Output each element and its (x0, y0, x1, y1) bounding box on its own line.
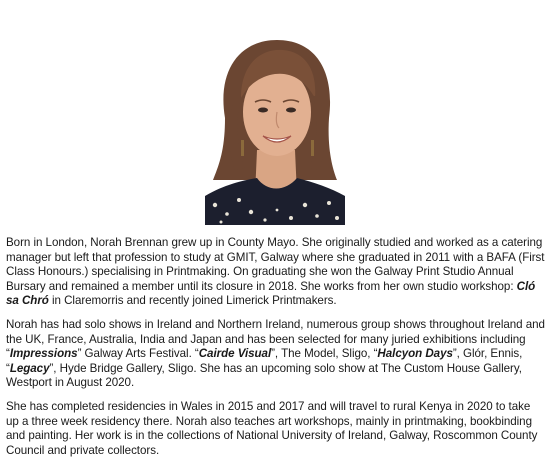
bio-p2-b: ” Galway Arts Festival. “ (77, 347, 199, 361)
bio-p1-end: in Claremorris and recently joined Limerick Printmakers. (48, 294, 337, 308)
portrait-illustration (205, 0, 345, 225)
bio-p2-e: ”, Hyde Bridge Gallery, Sligo. She has an upcoming solo show at The Custom House Gallery, Westport in August 2020. (6, 361, 522, 390)
bio-p2-a: Norah has had solo shows in Ireland and Northern Ireland, numerous group shows throughout Ireland and the UK, France, Australia, India and Japan and has been selected for many juried exhibitions including “ (6, 317, 545, 361)
bio-paragraph-residencies: She has completed residencies in Wales in 2015 and 2017 and will travel to rural Kenya in 2020 to take up a three week residency there. Norah also teaches art workshops, mainly in printmaking, bookbinding and painting. Her work is in the collections of National University of Ireland, Galway, Roscommon County Council and private collectors. (6, 399, 538, 457)
bio-p2-c: ”, The Model, Sligo, “ (271, 347, 378, 361)
exhibition-cairde-visual: Cairde Visual (198, 347, 272, 361)
bio-p1-text: Born in London, Norah Brennan grew up in County Mayo. She originally studied and worked as a catering manager but left that profession to study at GMIT, Galway where she graduated in 2011 with a BAFA (First Class Honours.) specialising in Printmaking. On graduating she won the Galway Print Studio Annual Bursary and remained a member until its closure in 2018. She works from her own studio workshop: (6, 236, 545, 293)
bio-paragraph-exhibitions (6, 318, 546, 391)
workshop-name: Cló sa Chró (6, 279, 536, 308)
bio-p2-d: ”, Glór, Ennis, “ (6, 347, 523, 375)
bio-text (6, 236, 546, 467)
exhibition-halcyon-days: Halcyon Days (377, 347, 453, 361)
exhibition-legacy: Legacy (9, 361, 50, 375)
bio-paragraph-early-life (6, 236, 546, 309)
portrait-photo (205, 0, 345, 225)
exhibition-impressions: Impressions (9, 347, 78, 361)
